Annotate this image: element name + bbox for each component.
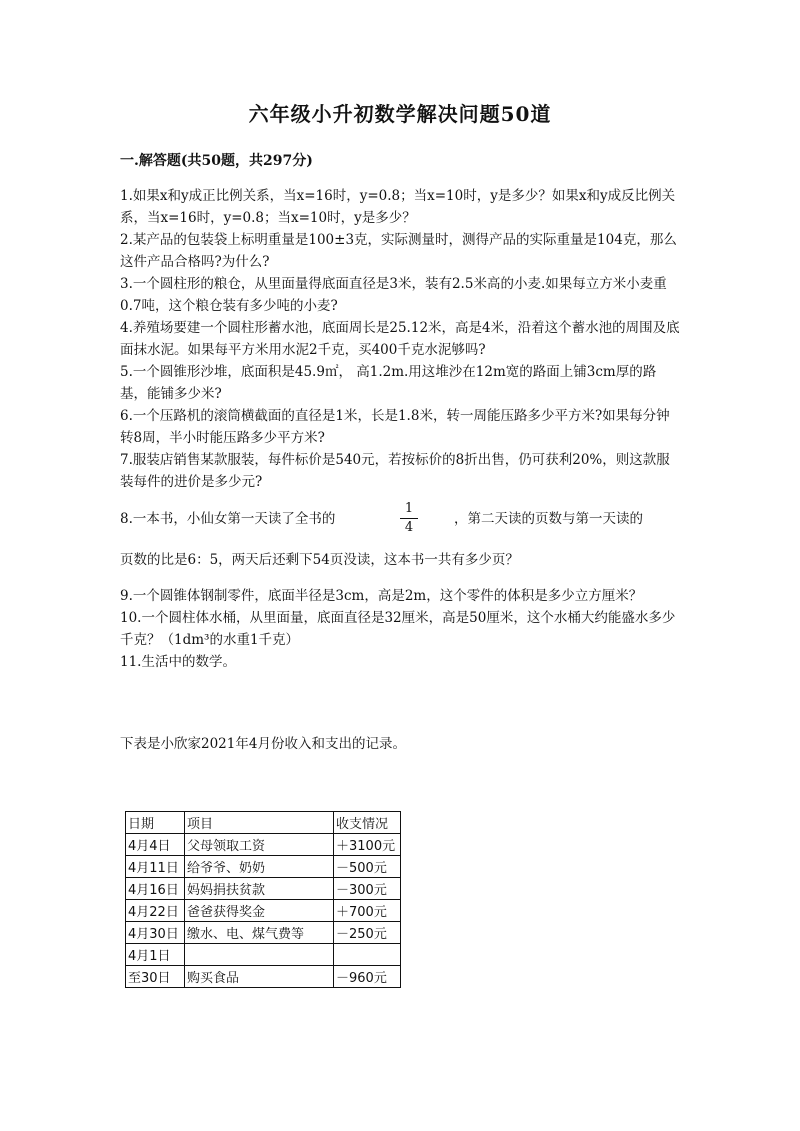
table-cell: 收支情况 — [334, 812, 401, 834]
question-4: 4.养殖场要建一个圆柱形蓄水池，底面周长是25.12米，高是4米，沿着这个蓄水池的周围及底面抹水泥。如果每平方米用水泥2千克，买400千克水泥够吗? — [120, 320, 680, 358]
page-title: 六年级小升初数学解决问题50道 — [248, 102, 552, 126]
table-cell: －300元 — [334, 878, 401, 900]
question-1: 1.如果x和y成正比例关系，当x=16时，y=0.8；当x=10时，y是多少？如果x和y成反比例关系，当x=16时，y=0.8；当x=10时，y是多少？ — [120, 188, 676, 226]
table-cell: 购买食品 — [185, 966, 334, 988]
question-11: 11.生活中的数学。 — [120, 654, 236, 670]
table-row — [126, 856, 401, 878]
table-cell: 爸爸获得奖金 — [185, 900, 334, 922]
question-8-part2: ，第二天读的页数与第一天读的 — [454, 511, 643, 527]
table-row — [126, 900, 401, 922]
table-row — [126, 966, 401, 988]
fraction-numerator: 1 — [404, 501, 414, 516]
table-row — [126, 922, 401, 944]
question-list — [120, 185, 680, 673]
table-cell: －500元 — [334, 856, 401, 878]
table-cell: －960元 — [334, 966, 401, 988]
question-3: 3.一个圆柱形的粮仓，从里面量得底面直径是3米，装有2.5米高的小麦.如果每立方米小麦重0.7吨，这个粮仓装有多少吨的小麦? — [120, 276, 667, 314]
question-8 — [120, 501, 680, 571]
question-8-part3: 页数的比是6：5，两天后还剩下54页没读，这本书一共有多少页？ — [120, 552, 519, 568]
table-cell: 父母领取工资 — [185, 834, 334, 856]
table-cell: 4月11日 — [126, 856, 185, 878]
table-cell: ＋3100元 — [334, 834, 401, 856]
table-cell — [185, 944, 334, 966]
fraction-denominator: 4 — [404, 520, 414, 535]
table-cell: ＋700元 — [334, 900, 401, 922]
question-2: 2.某产品的包装袋上标明重量是100±3克，实际测量时，测得产品的实际重量是104克，那么这件产品合格吗?为什么? — [120, 232, 677, 270]
table-cell: 妈妈捐扶贫款 — [185, 878, 334, 900]
table-row — [126, 812, 401, 834]
section-heading: 一.解答题(共50题，共297分) — [120, 153, 313, 169]
table-cell: 4月16日 — [126, 878, 185, 900]
table-cell: 4月30日 — [126, 922, 185, 944]
table-row — [126, 834, 401, 856]
table-cell: －250元 — [334, 922, 401, 944]
question-10: 10.一个圆柱体水桶，从里面量，底面直径是32厘米，高是50厘米，这个水桶大约能盛水多少千克？（1dm³的水重1千克） — [120, 610, 676, 648]
table-row — [126, 944, 401, 966]
fraction-bar — [400, 518, 418, 519]
question-7: 7.服装店销售某款服装，每件标价是540元，若按标价的8折出售，仍可获利20%，则这款服装每件的进价是多少元? — [120, 452, 670, 490]
question-6: 6.一个压路机的滚筒横截面的直径是1米，长是1.8米，转一周能压路多少平方米?如果每分钟转8周，半小时能压路多少平方米? — [120, 408, 670, 446]
table-cell: 4月22日 — [126, 900, 185, 922]
table-cell: 4月4日 — [126, 834, 185, 856]
table-cell: 至30日 — [126, 966, 185, 988]
table-intro: 下表是小欣家2021年4月份收入和支出的记录。 — [120, 736, 406, 752]
question-8-part1: 8.一本书，小仙女第一天读了全书的 — [120, 511, 336, 527]
table-cell: 项目 — [185, 812, 334, 834]
table-cell: 日期 — [126, 812, 185, 834]
table-cell: 给爷爷、奶奶 — [185, 856, 334, 878]
question-5: 5.一个圆锥形沙堆，底面积是45.9㎡， 高1.2m.用这堆沙在12m宽的路面上铺3cm厚的路基，能铺多少米? — [120, 364, 657, 402]
fraction — [400, 501, 418, 536]
table-cell — [334, 944, 401, 966]
table-row — [126, 878, 401, 900]
table-cell: 4月1日 — [126, 944, 185, 966]
question-9: 9.一个圆锥体钢制零件，底面半径是3cm，高是2m，这个零件的体积是多少立方厘米？ — [120, 588, 643, 604]
income-expense-table — [125, 811, 401, 988]
table-cell: 缴水、电、煤气费等 — [185, 922, 334, 944]
